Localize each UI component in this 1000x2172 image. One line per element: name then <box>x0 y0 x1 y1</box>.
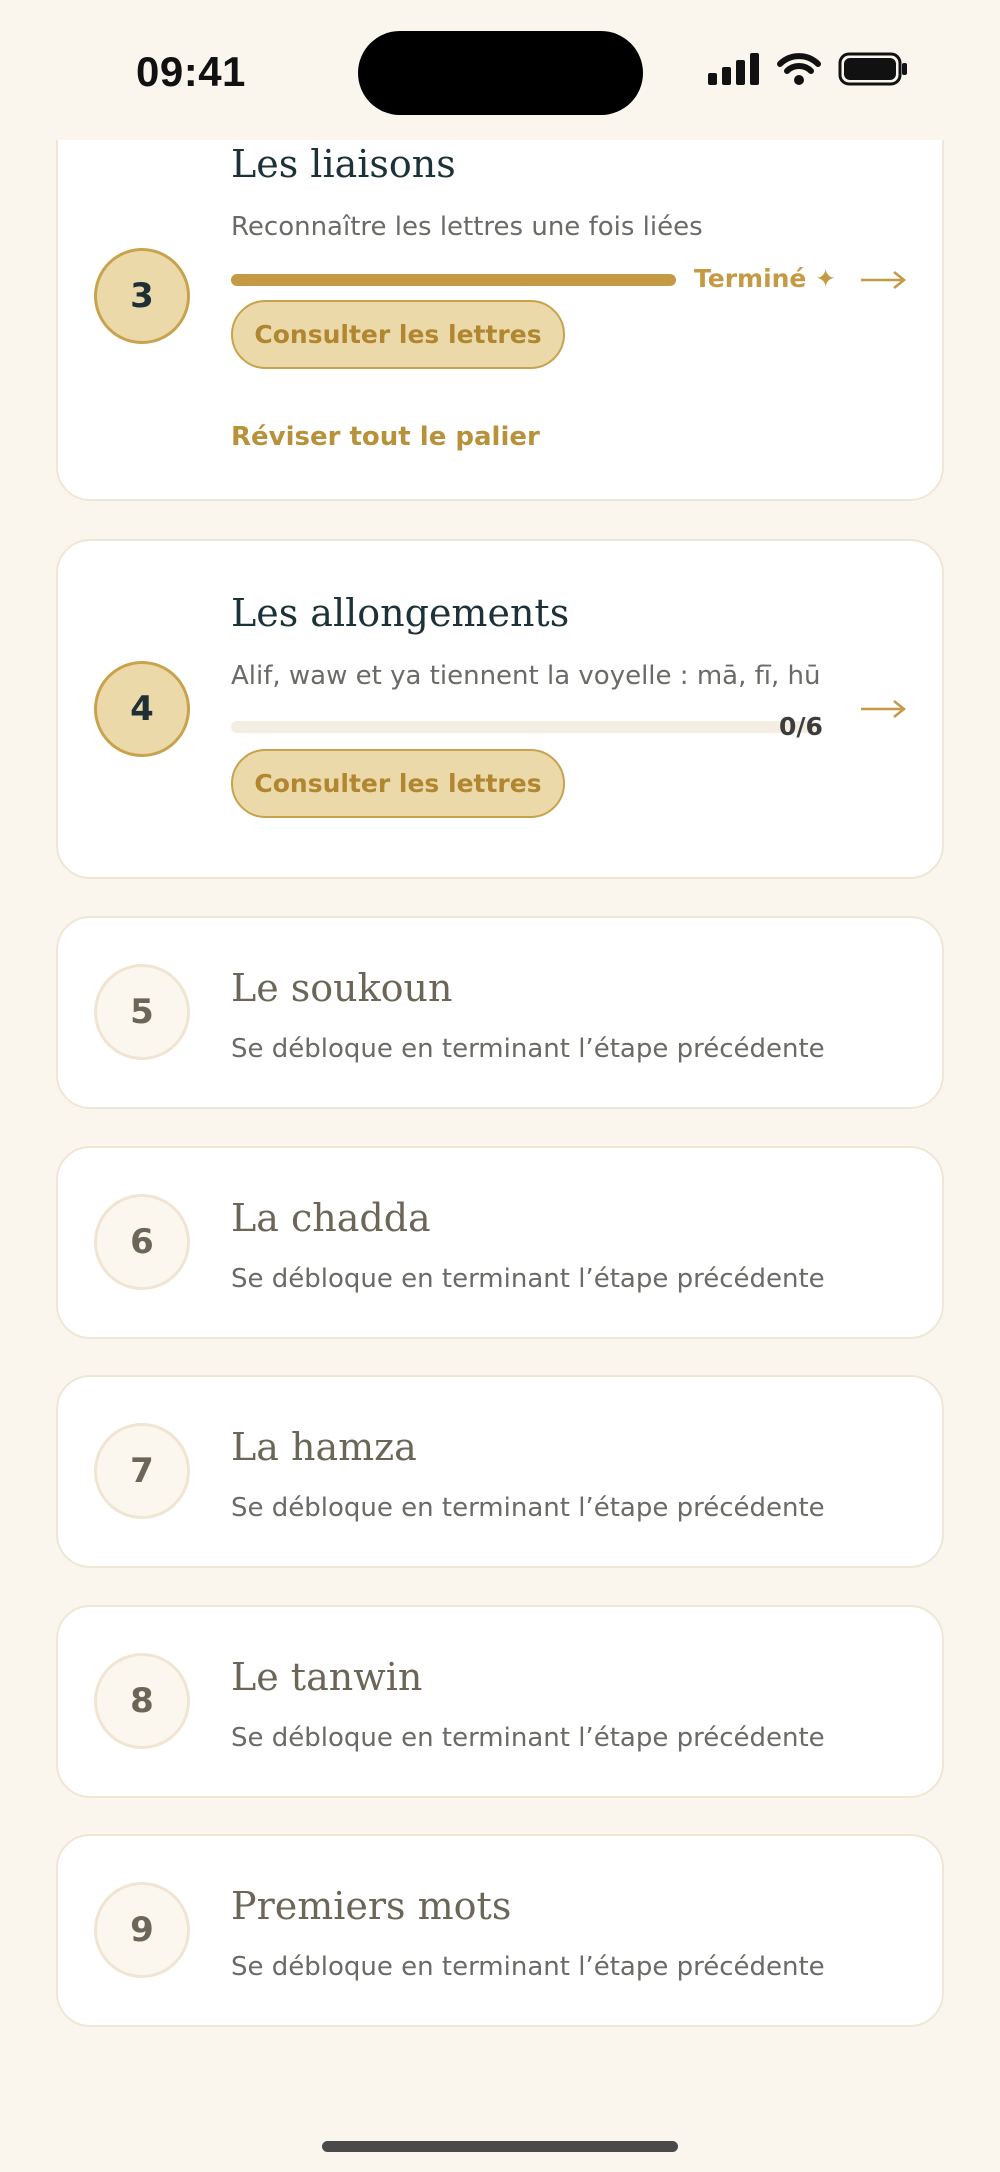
status-time: 09:41 <box>136 48 246 95</box>
step-subtitle: Reconnaître les lettres une fois liées <box>231 212 703 242</box>
step-number-badge: 4 <box>94 661 190 757</box>
step-title: Premiers mots <box>231 1884 512 1928</box>
step-number-badge: 7 <box>94 1423 190 1519</box>
progress-label: 0/6 <box>779 712 823 741</box>
progress-label: Terminé ✦ <box>694 264 837 293</box>
arrow-right-icon[interactable] <box>860 699 906 719</box>
step-subtitle: Se débloque en terminant l’étape précédente <box>231 1723 825 1753</box>
progress-bar <box>231 274 676 286</box>
step-title: La hamza <box>231 1425 417 1469</box>
step-number-badge: 5 <box>94 964 190 1060</box>
step-title: Les allongements <box>231 591 570 635</box>
step-card-4[interactable] <box>56 539 944 879</box>
arrow-right-icon[interactable] <box>860 270 906 290</box>
step-title: Le tanwin <box>231 1655 423 1699</box>
step-card-9 <box>56 1834 944 2027</box>
home-indicator[interactable] <box>322 2141 678 2152</box>
step-card-6 <box>56 1146 944 1339</box>
dynamic-island <box>358 31 643 115</box>
step-number-badge: 9 <box>94 1882 190 1978</box>
step-subtitle: Se débloque en terminant l’étape précédente <box>231 1264 825 1294</box>
status-bar <box>0 0 1000 140</box>
wifi-icon <box>776 52 822 86</box>
review-tier-link[interactable]: Réviser tout le palier <box>231 422 540 452</box>
consult-letters-button[interactable]: Consulter les lettres <box>231 749 565 818</box>
step-card-3[interactable] <box>56 82 944 501</box>
step-title: Le soukoun <box>231 966 453 1010</box>
progress-bar <box>231 721 819 733</box>
step-subtitle: Alif, waw et ya tiennent la voyelle : mā, fī, hū <box>231 661 821 691</box>
step-title: Les liaisons <box>231 142 456 186</box>
step-number-badge: 6 <box>94 1194 190 1290</box>
signal-icon <box>708 53 760 85</box>
step-number-badge: 3 <box>94 248 190 344</box>
progress-fill <box>231 274 676 286</box>
battery-icon <box>838 52 908 86</box>
consult-letters-button[interactable]: Consulter les lettres <box>231 300 565 369</box>
step-subtitle: Se débloque en terminant l’étape précédente <box>231 1034 825 1064</box>
step-title: La chadda <box>231 1196 431 1240</box>
status-icons <box>708 52 908 86</box>
step-subtitle: Se débloque en terminant l’étape précédente <box>231 1952 825 1982</box>
step-card-7 <box>56 1375 944 1568</box>
step-card-5 <box>56 916 944 1109</box>
step-subtitle: Se débloque en terminant l’étape précédente <box>231 1493 825 1523</box>
step-card-8 <box>56 1605 944 1798</box>
step-number-badge: 8 <box>94 1653 190 1749</box>
